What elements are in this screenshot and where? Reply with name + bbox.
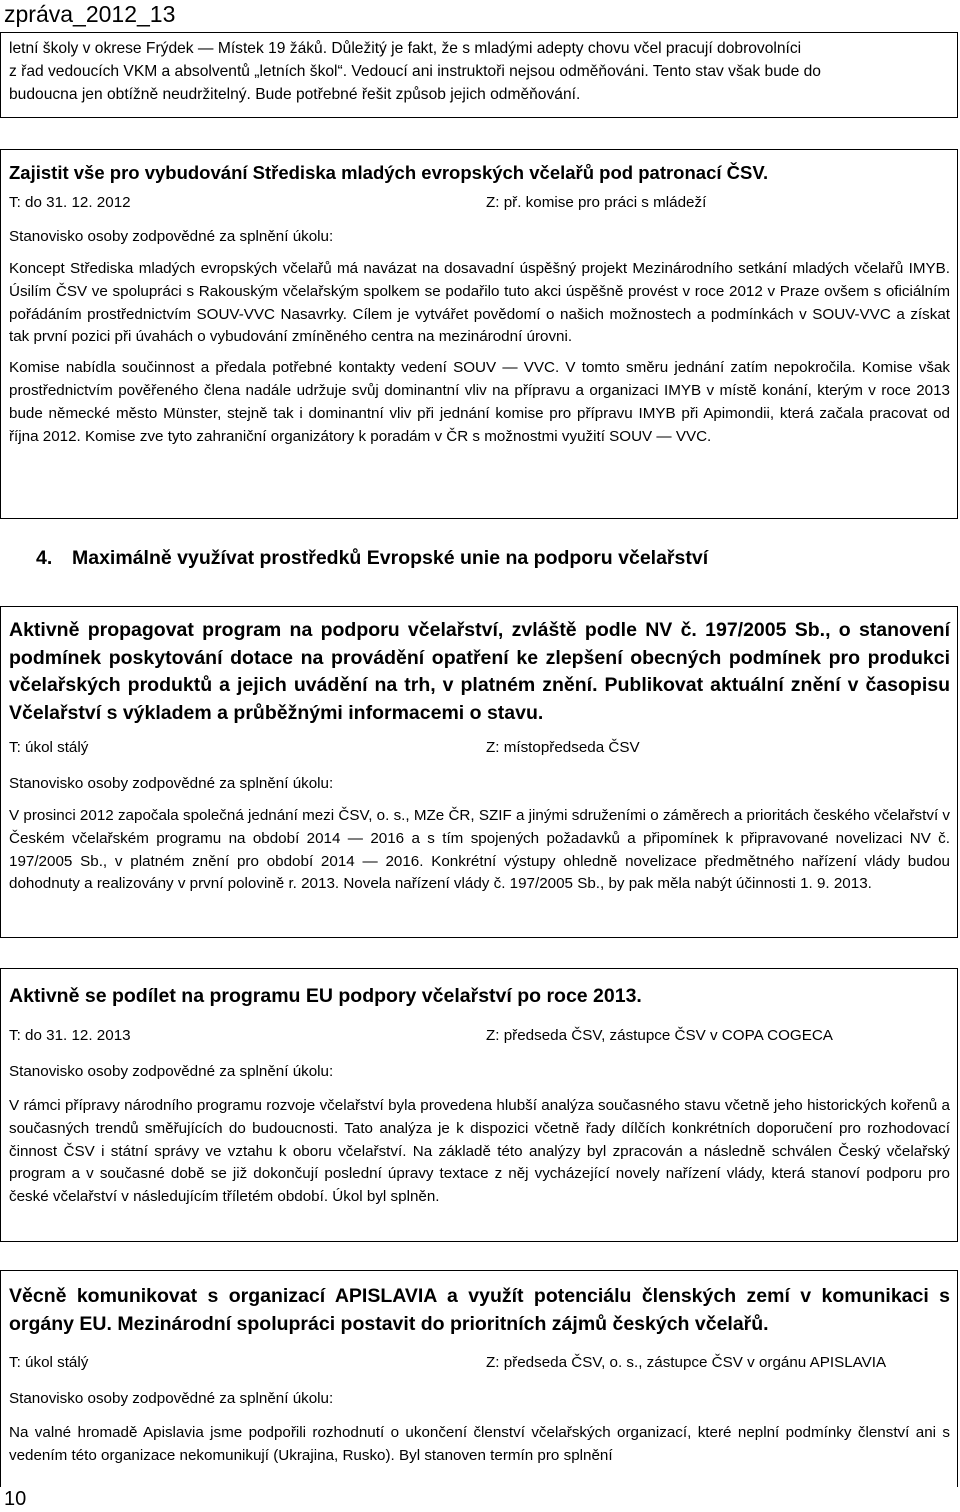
statement-label-row xyxy=(9,226,950,248)
task-term: T: do 31. 12. 2012 xyxy=(9,194,131,211)
task-term: T: do 31. 12. 2013 xyxy=(9,1027,131,1044)
task-heading: Zajistit vše pro vybudování Střediska mladých evropských včelařů pod patronací ČSV. xyxy=(9,162,769,183)
task-responsible: Z: místopředseda ČSV xyxy=(486,739,640,756)
task-responsible: Z: předseda ČSV, o. s., zástupce ČSV v orgánu APISLAVIA xyxy=(486,1354,887,1371)
task-box-program-nv xyxy=(0,606,958,938)
task-responsible: Z: předseda ČSV, zástupce ČSV v COPA COGECA xyxy=(486,1027,833,1044)
section-number: 4. xyxy=(36,547,53,569)
task-box-strediska xyxy=(0,149,958,519)
statement-label-row xyxy=(9,773,950,795)
section-title: Maximálně využívat prostředků Evropské unie na podporu včelařství xyxy=(72,547,709,569)
task-meta-row xyxy=(9,1025,950,1047)
task-box-apislavia xyxy=(0,1270,958,1487)
task-term: T: úkol stálý xyxy=(9,739,89,756)
task-box-eu-program xyxy=(0,968,958,1242)
statement-paragraph-1: Na valné hromadě Apislavia jsme podpořili rozhodnutí o ukončení členství včelařských organizací, které neplní podmínky členství ani s vedením této organizace nekomunikují (Ukrajina, Rusko). Byl stanoven termín pro splnění xyxy=(9,1424,950,1464)
task-heading: Věcně komunikovat s organizací APISLAVIA a využít potenciálu členských zemí v komunikaci s orgány EU. Mezinárodní spolupráci postavit do prioritních zájmů českých včelařů. xyxy=(9,1285,950,1335)
task-term: T: úkol stálý xyxy=(9,1354,89,1371)
statement-paragraph-1: V rámci přípravy národního programu rozvoje včelařství byla provedena hlubší analýza současného stavu včetně jeho historických kořenů a současných trendů směřujících do budoucnosti. Tato analýza je k dispozici včetně řady dílčích konkrétních doporučení pro rozhodovací činnost ČSV i státní správy ve vztahu k oboru včelařství. Na základě této analýzy byl zpracován a následně schválen Český včelařský program a v současné době se již dokončují poslední úpravy textace z něj vycházející novely nařízení vlády, která stanoví podporu pro české včelařství v následujícím tříletém období. Úkol byl splněn. xyxy=(9,1097,950,1206)
task-meta-row xyxy=(9,1352,950,1374)
statement-label-row xyxy=(9,1061,950,1083)
statement-label: Stanovisko osoby zodpovědné za splnění úkolu: xyxy=(9,775,334,792)
section-heading xyxy=(36,545,708,571)
task-responsible: Z: př. komise pro práci s mládeží xyxy=(486,194,707,211)
task-heading: Aktivně propagovat program na podporu včelařství, zvláště podle NV č. 197/2005 Sb., o stanovení podmínek poskytování dotace na provádění opatření ke zlepšení obecných podmínek pro produkci včelařských produktů a jejich uvádění na trh, v platném znění. Publikovat aktuální znění v časopisu Včelařství s výkladem a průběžnými informacemi o stavu. xyxy=(9,619,950,724)
statement-label: Stanovisko osoby zodpovědné za splnění úkolu: xyxy=(9,1390,334,1407)
document-title: zpráva_2012_13 xyxy=(4,1,176,27)
statement-paragraph-2: Komise nabídla součinnost a předala potřebné kontakty vedení SOUV — VVC. V tomto směru jednání zatím nepokročila. Komise však prostřednictvím pověřeného člena nadále udržuje svůj dominantní vliv na přípravu a organizaci IMYB v místě konání, kterým v roce 2013 bude německé město Münster, stejně tak i dominantní vliv při jednání komise pro přípravu IMYB při Apimondii, která začala pracovat od října 2012. Komise zve tyto zahraniční organizátory k poradám v ČR s možnostmi využití SOUV — VVC. xyxy=(9,359,950,445)
task-meta-row xyxy=(9,192,950,214)
statement-paragraph-1: V prosinci 2012 započala společná jednání mezi ČSV, o. s., MZe ČR, SZIF a jinými sdruženími o záměrech a prioritách českého včelařství v Českém včelařském programu na období 2014 — 2016 a s tím spojených požadavků a připomínek k připravované novelizaci NV č. 197/2005 Sb., v platném znění pro období 2014 — 2016. Konkrétní výstupy ohledně novelizace předmětného nařízení vlády budou dohodnuty a realizovány v první polovině r. 2013. Novela nařízení vlády č. 197/2005 Sb., by pak měla nabýt účinnosti 1. 9. 2013. xyxy=(9,807,950,893)
page-number: 10 xyxy=(4,1488,27,1510)
box1-line-3: budoucna jen obtížně neudržitelný. Bude potřebné řešit způsob jejich odměňování. xyxy=(9,85,581,103)
statement-label: Stanovisko osoby zodpovědné za splnění úkolu: xyxy=(9,228,334,245)
statement-label-row xyxy=(9,1388,950,1410)
task-meta-row xyxy=(9,737,950,759)
box1-line-1: letní školy v okrese Frýdek — Místek 19 žáků. Důležitý je fakt, že s mladými adepty chovu včel pracují dobrovolníci xyxy=(9,40,802,57)
statement-paragraph-1: Koncept Střediska mladých evropských včelařů má navázat na dosavadní úspěšný projekt Mezinárodního setkání mladých včelařů IMYB. Úsilím ČSV ve spolupráci s Rakouským včelařským spolkem se podařilo tuto akci úspěšně provést v roce 2012 v Praze ovšem s oficiálním pořádáním prostřednictvím SOUV-VVC Nasavrky. Cílem je vytvářet povědomí o našich možnostech a podmínkách v SOUV-VVC a získat tak první pozici při úvahách o vybudování zmíněného centra na mezinárodní úrovni. xyxy=(9,260,950,346)
statement-label: Stanovisko osoby zodpovědné za splnění úkolu: xyxy=(9,1063,334,1080)
task-heading: Aktivně se podílet na programu EU podpory včelařství po roce 2013. xyxy=(9,985,642,1007)
text-box-1 xyxy=(0,32,958,118)
box1-line-2: z řad vedoucích VKM a absolventů „letních škol“. Vedoucí ani instruktoři nejsou odměňováni. Tento stav však bude do xyxy=(9,62,821,80)
